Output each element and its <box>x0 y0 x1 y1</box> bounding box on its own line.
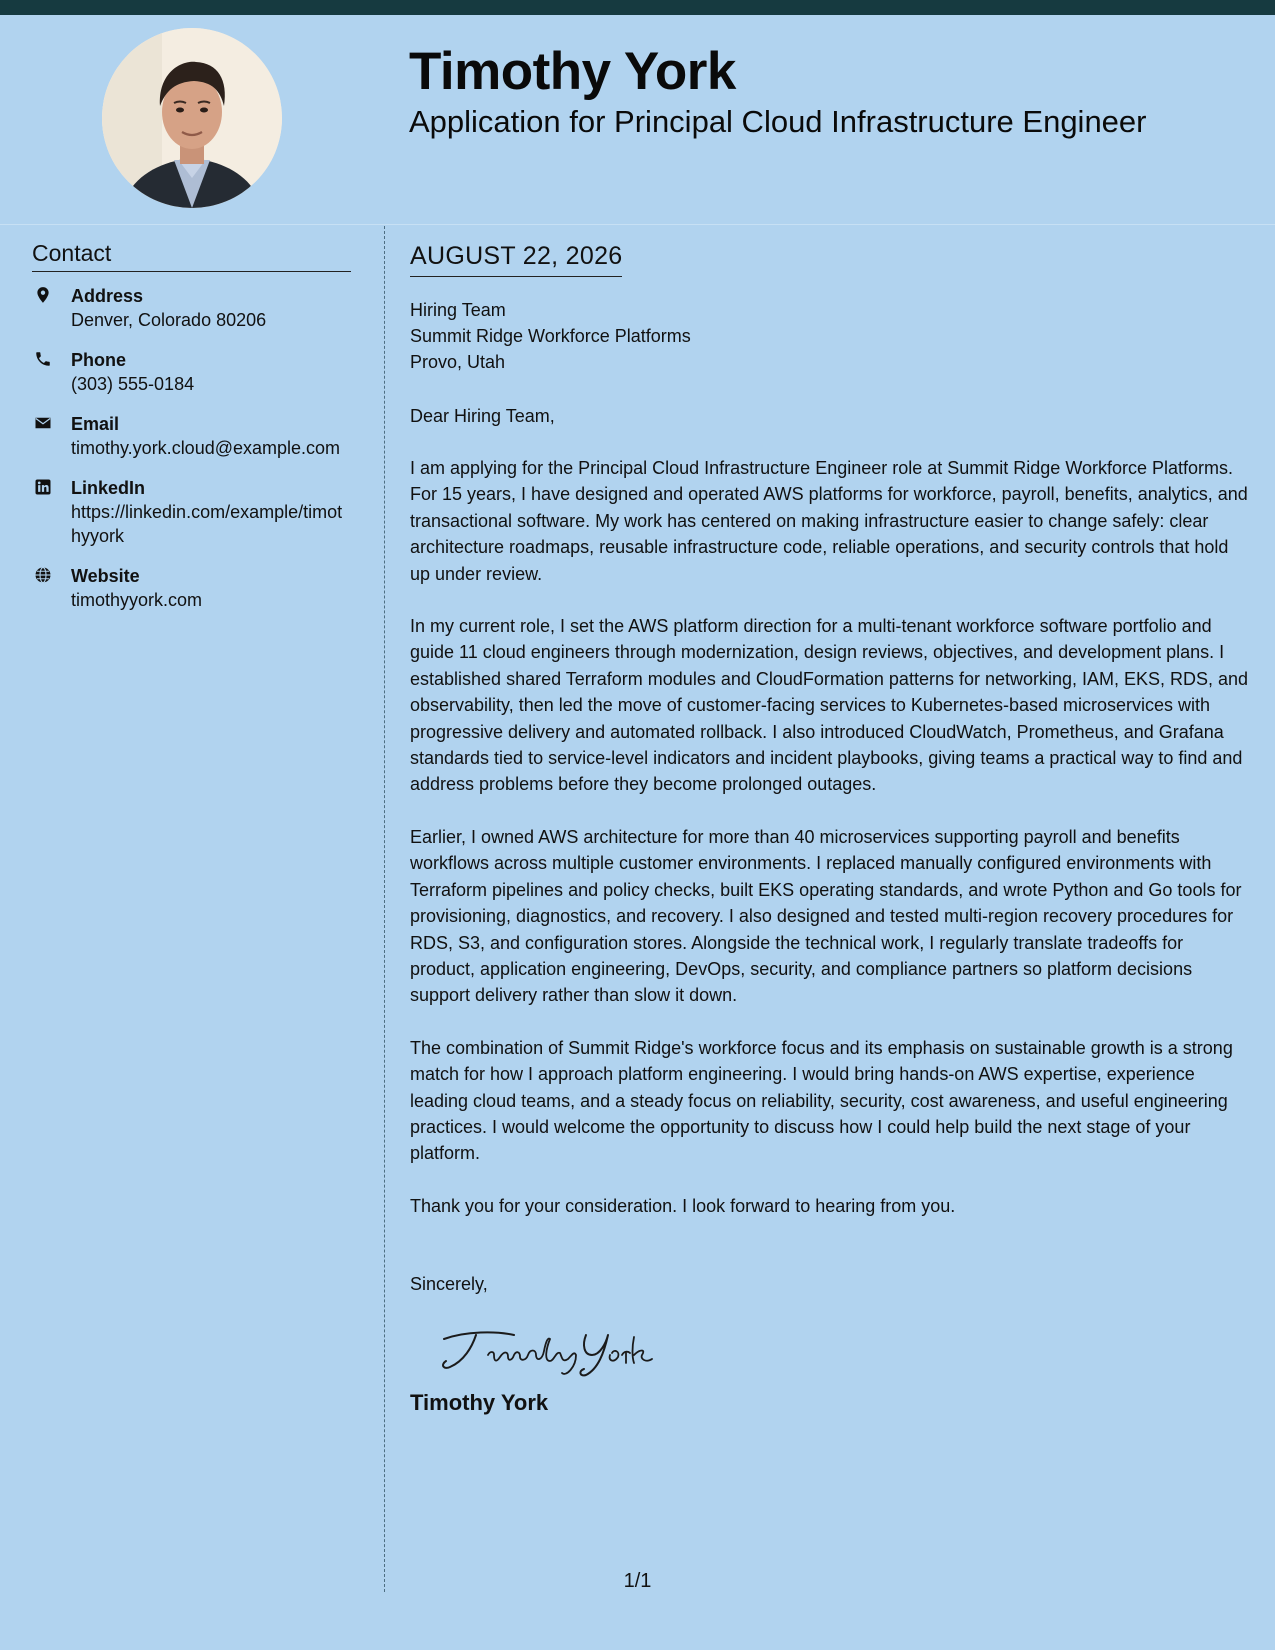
closing: Sincerely, <box>410 1274 488 1295</box>
contact-heading: Contact <box>32 240 351 272</box>
recipient-company: Summit Ridge Workforce Platforms <box>410 326 691 346</box>
phone-icon <box>34 350 52 368</box>
globe-icon <box>34 566 52 584</box>
body-paragraph: The combination of Summit Ridge's workforce focus and its emphasis on sustainable growth is a strong match for how I approach platform engineering. I would bring hands-on AWS expertise, experience leading cloud teams, and a steady focus on reliability, security, cost awareness, and useful engineering practices. I would welcome the opportunity to discuss how I could help build the next stage of your platform. <box>410 1037 1233 1164</box>
contact-item-phone <box>32 348 351 396</box>
handwritten-signature <box>436 1321 666 1381</box>
linkedin-value[interactable]: https://linkedin.com/example/timothyyork <box>71 502 343 546</box>
letter-body <box>410 242 1253 1417</box>
contact-label: Email <box>71 414 120 434</box>
body-paragraph: In my current role, I set the AWS platform direction for a multi-tenant workforce software portfolio and guide 11 cloud engineers through modernization, design reviews, objectives, and development plans. I established shared Terraform modules and CloudFormation patterns for networking, IAM, EKS, RDS, and observability, then led the move of customer-facing services to Kubernetes-based microservices with progressive delivery and automated rollback. I also introduced CloudWatch, Prometheus, and Grafana standards tied to service-level indicators and incident playbooks, giving teams a practical way to find and address problems before they become prolonged outages. <box>410 616 1249 795</box>
contact-label: LinkedIn <box>71 478 146 498</box>
body-paragraph: Earlier, I owned AWS architecture for more than 40 microservices supporting payroll and benefits workflows across multiple customer environments. I replaced manually configured environments with Terraform pipelines and policy checks, built EKS operating standards, and wrote Python and Go tools for provisioning, diagnostics, and recovery. I also designed and tested multi-region recovery procedures for RDS, S3, and configuration stores. Alongside the technical work, I regularly translate tradeoffs for product, application engineering, DevOps, security, and compliance partners so platform decisions support delivery rather than slow it down. <box>410 826 1242 1006</box>
profile-photo <box>102 28 282 208</box>
contact-list <box>32 284 351 612</box>
envelope-icon <box>34 414 52 432</box>
applicant-name: Timothy York <box>409 42 736 101</box>
contact-item-linkedin <box>32 476 351 548</box>
body-paragraph: I am applying for the Principal Cloud Infrastructure Engineer role at Summit Ridge Workforce Platforms. For 15 years, I have designed and operated AWS platforms for workforce, payroll, benefits, analytics, and transactional software. My work has centered on making infrastructure easier to change safely: clear architecture roadmaps, reusable infrastructure code, reliable operations, and security controls that hold up under review. <box>410 458 1248 584</box>
recipient-line: Hiring Team <box>410 300 506 320</box>
phone-value: (303) 555-0184 <box>71 374 195 394</box>
contact-label: Address <box>71 286 144 306</box>
contact-label: Website <box>71 566 140 586</box>
contact-sidebar <box>32 240 351 628</box>
website-value[interactable]: timothyyork.com <box>71 590 203 610</box>
contact-item-address <box>32 284 351 332</box>
contact-item-website <box>32 564 351 612</box>
top-accent-bar <box>0 0 1275 15</box>
email-value[interactable]: timothy.york.cloud@example.com <box>71 438 341 458</box>
location-pin-icon <box>34 286 52 304</box>
page-number: 1/1 <box>623 1570 652 1592</box>
linkedin-icon <box>34 478 52 496</box>
signer-name: Timothy York <box>410 1390 549 1416</box>
recipient-block <box>410 297 1253 375</box>
page-header <box>0 15 1275 225</box>
application-title: Application for Principal Cloud Infrastructure Engineer <box>409 104 1147 139</box>
contact-item-email <box>32 412 351 460</box>
column-divider <box>384 226 385 1592</box>
letter-date: AUGUST 22, 2026 <box>410 242 622 277</box>
body-paragraph: Thank you for your consideration. I look forward to hearing from you. <box>410 1195 956 1216</box>
address-value: Denver, Colorado 80206 <box>71 310 267 330</box>
recipient-location: Provo, Utah <box>410 352 506 372</box>
contact-label: Phone <box>71 350 127 370</box>
salutation: Dear Hiring Team, <box>410 406 555 426</box>
